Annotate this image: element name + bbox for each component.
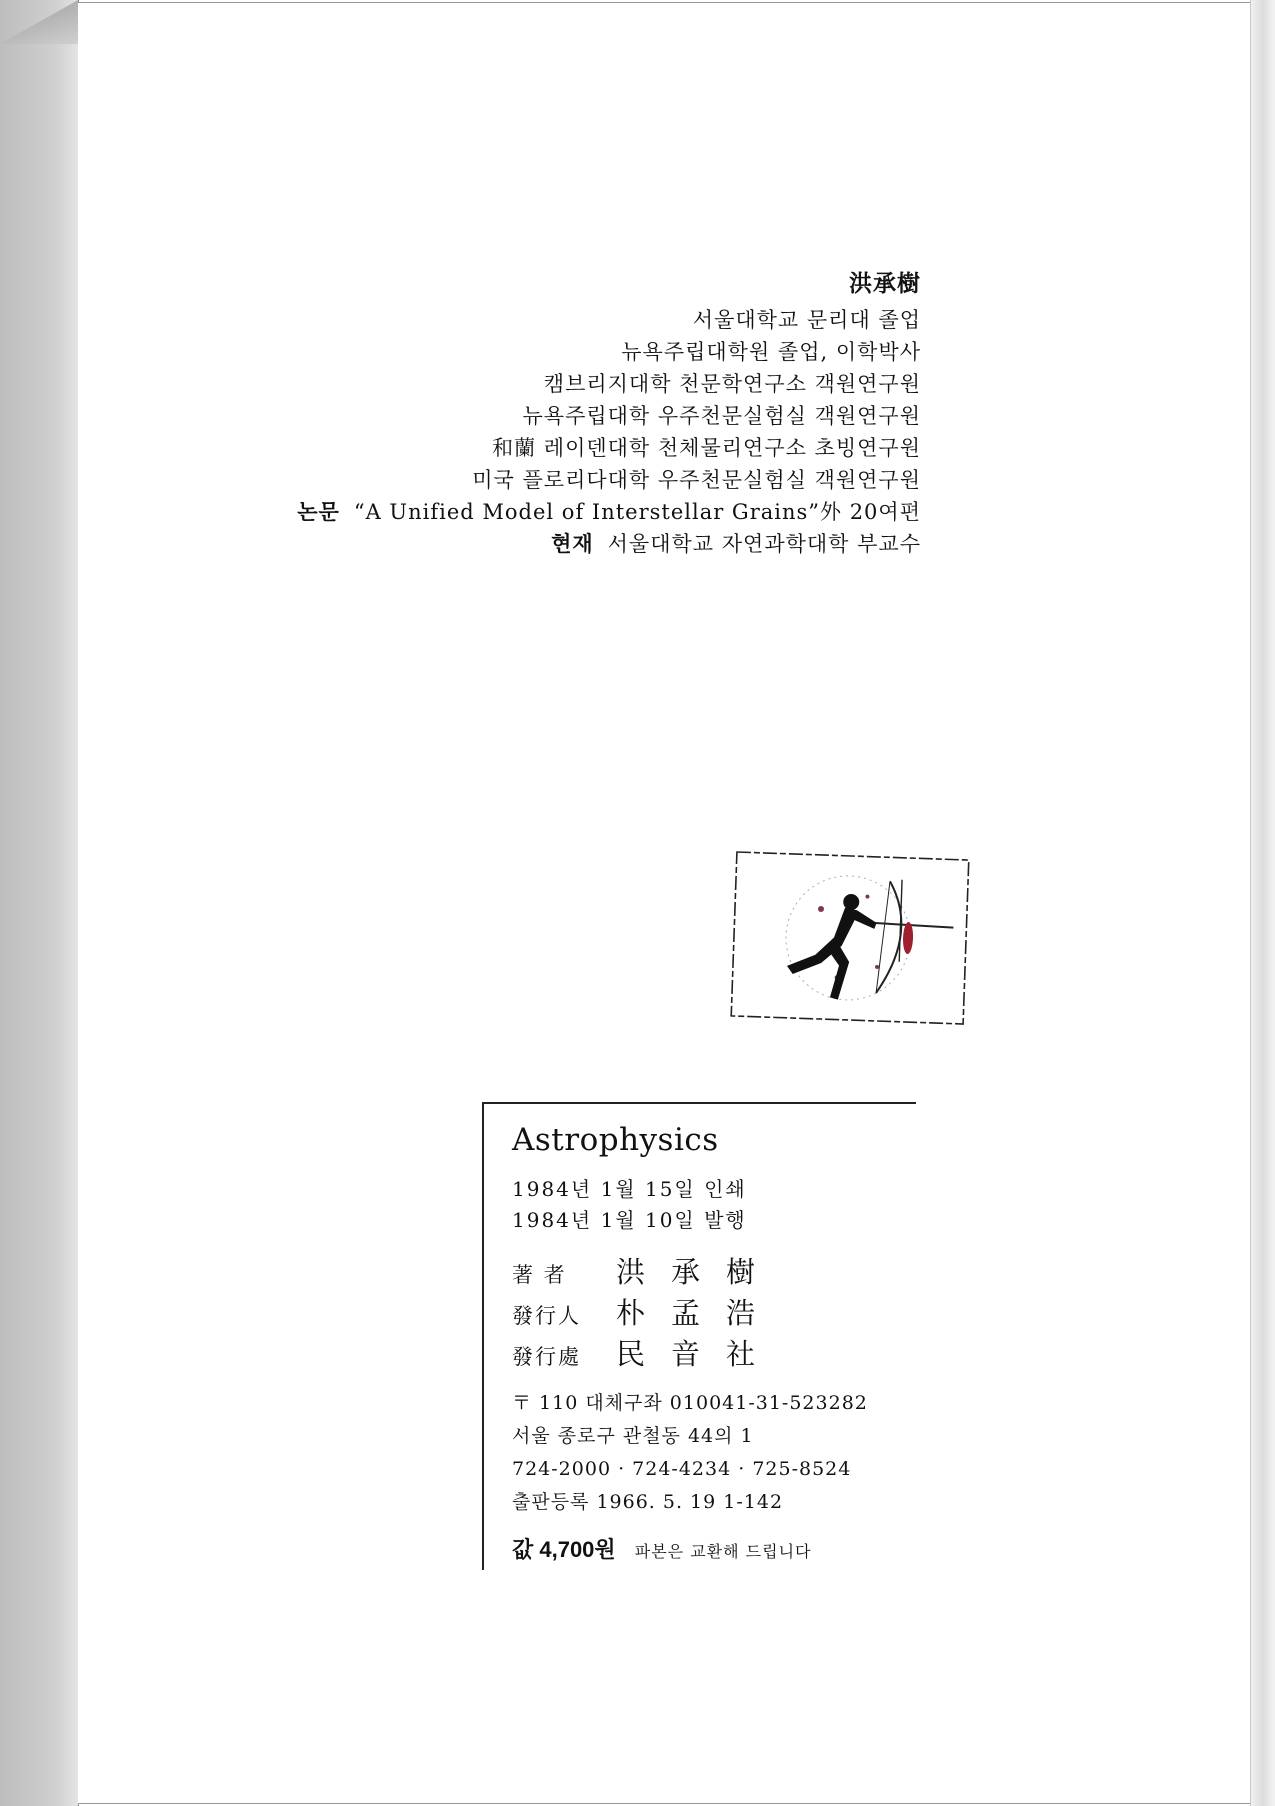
credit-label: 發行人: [512, 1304, 581, 1328]
credit-label: 發行處: [512, 1345, 581, 1369]
book-page-edge: [1250, 0, 1275, 1806]
colophon: [482, 1102, 916, 1570]
credits: [512, 1250, 912, 1373]
archer-illustration: [725, 846, 975, 1030]
thesis-text: “A Unified Model of Interstellar Grains”外 20여편: [353, 500, 921, 524]
price-row: [512, 1533, 912, 1564]
credit-publisher: [512, 1291, 912, 1332]
career-line: 미국 플로리다대학 우주천문실험실 객원연구원: [472, 468, 921, 492]
address: 서울 종로구 관철동 44의 1: [512, 1425, 754, 1447]
price-note: 파본은 교환해 드립니다: [634, 1542, 812, 1561]
registration: 출판등록 1966. 5. 19 1-142: [512, 1491, 784, 1513]
career-line: 뉴욕주립대학원 졸업, 이학박사: [621, 340, 921, 364]
career-line: 뉴욕주립대학 우주천문실험실 객원연구원: [522, 404, 921, 428]
publish-date: 1984년 1월 10일 발행: [512, 1208, 747, 1232]
career-line: 캠브리지대학 천문학연구소 객원연구원: [543, 372, 921, 396]
current-text: 서울대학교 자연과학대학 부교수: [607, 532, 921, 556]
credit-author: [512, 1250, 912, 1291]
career-line: 서울대학교 문리대 졸업: [692, 308, 921, 332]
author-name: 洪承樹: [849, 270, 921, 297]
credit-label: 著 者: [512, 1263, 567, 1287]
thesis-label: 논문: [297, 499, 340, 524]
book-spine: [0, 0, 79, 1806]
current-label: 현재: [551, 531, 594, 556]
publication-dates: [512, 1174, 912, 1236]
postal-account: 〒 110 대체구좌 010041-31-523282: [512, 1392, 868, 1414]
print-date: 1984년 1월 15일 인쇄: [512, 1177, 747, 1201]
credit-value: 朴孟浩: [616, 1296, 782, 1330]
credit-publishing-house: [512, 1332, 912, 1373]
career-line: 和蘭 레이덴대학 천체물리연구소 초빙연구원: [492, 436, 921, 460]
current-position-line: [297, 528, 921, 560]
credit-value: 民音社: [616, 1337, 782, 1371]
price: 값 4,700원: [512, 1537, 616, 1562]
phone-numbers: 724-2000 · 724-4234 · 725-8524: [512, 1458, 852, 1480]
credit-value: 洪承樹: [616, 1255, 782, 1289]
contact-info: [512, 1387, 912, 1519]
book-title: Astrophysics: [512, 1122, 719, 1158]
author-bio: [297, 268, 921, 560]
thesis-line: [297, 496, 921, 528]
